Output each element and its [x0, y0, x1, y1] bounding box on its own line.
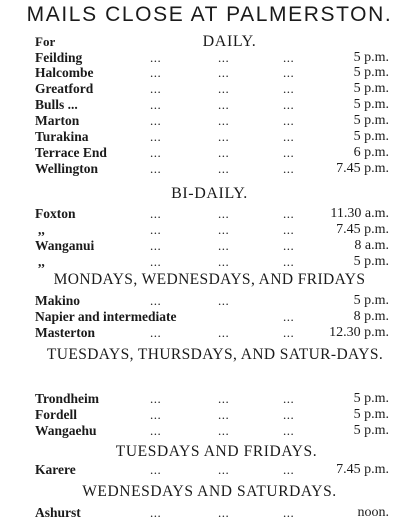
section-heading-ws: WEDNESDAYS AND SATURDAYS. — [82, 483, 337, 500]
close-time: 5 p.m. — [353, 50, 389, 65]
leader-dots: ... — [283, 505, 295, 520]
leader-dots: ... — [283, 254, 295, 269]
leader-dots: ... — [283, 161, 295, 176]
leader-dots: ... — [218, 161, 230, 176]
leader-dots: ... — [283, 65, 295, 80]
close-time: 5 p.m. — [353, 97, 389, 112]
place-name: Wanganui — [35, 238, 95, 253]
leader-dots: ... — [218, 129, 230, 144]
leader-dots: ... — [283, 325, 295, 340]
leader-dots: ... — [150, 81, 162, 96]
close-time: 5 p.m. — [353, 407, 389, 422]
leader-dots: ... — [283, 129, 295, 144]
place-name: Trondheim — [35, 391, 100, 406]
table-row — [0, 81, 419, 96]
leader-dots: ... — [283, 97, 295, 112]
leader-dots: ... — [150, 145, 162, 160]
close-time: 12.30 p.m. — [329, 325, 389, 340]
ditto-mark: ,, — [38, 222, 45, 237]
place-name: Wellington — [35, 161, 99, 176]
leader-dots: ... — [218, 423, 230, 438]
leader-dots: ... — [218, 505, 230, 520]
place-name: Makino — [35, 293, 81, 308]
close-time: 5 p.m. — [353, 113, 389, 128]
leader-dots: ... — [150, 113, 162, 128]
table-row — [0, 50, 419, 65]
place-name: Karere — [35, 462, 76, 477]
section-heading-tts: TUESDAYS, THURSDAYS, AND SATUR-DAYS. — [46, 346, 384, 363]
leader-dots: ... — [218, 206, 230, 221]
section-heading-daily: DAILY. — [202, 33, 257, 50]
section-heading-mwf: MONDAYS, WEDNESDAYS, AND FRIDAYS — [53, 271, 366, 288]
table-row — [0, 113, 419, 128]
leader-dots: ... — [218, 222, 230, 237]
table-row — [0, 309, 419, 324]
leader-dots: ... — [218, 407, 230, 422]
leader-dots: ... — [218, 50, 230, 65]
close-time: 5 p.m. — [353, 65, 389, 80]
place-name: Terrace End — [35, 145, 107, 160]
section-heading-bi-daily: BI-DAILY. — [171, 185, 248, 202]
leader-dots: ... — [150, 293, 162, 308]
close-time: noon. — [357, 505, 389, 520]
table-row — [0, 145, 419, 160]
leader-dots: ... — [150, 462, 162, 477]
table-row — [0, 65, 419, 80]
leader-dots: ... — [150, 206, 162, 221]
close-time: 6 p.m. — [353, 145, 389, 160]
for-label: For — [35, 34, 56, 49]
leader-dots: ... — [218, 113, 230, 128]
place-name: Marton — [35, 113, 80, 128]
leader-dots: ... — [150, 161, 162, 176]
close-time: 5 p.m. — [353, 391, 389, 406]
place-name: Napier and intermediate — [35, 309, 177, 324]
table-row — [0, 97, 419, 112]
leader-dots: ... — [218, 97, 230, 112]
close-time: 8 a.m. — [354, 238, 389, 253]
place-name: Foxton — [35, 206, 76, 221]
leader-dots: ... — [218, 325, 230, 340]
table-row — [0, 423, 419, 438]
close-time: 7.45 p.m. — [336, 462, 389, 477]
leader-dots: ... — [283, 407, 295, 422]
leader-dots: ... — [150, 505, 162, 520]
table-row — [0, 254, 419, 269]
leader-dots: ... — [283, 50, 295, 65]
table-row — [0, 206, 419, 221]
leader-dots: ... — [150, 129, 162, 144]
leader-dots: ... — [283, 222, 295, 237]
close-time: 5 p.m. — [353, 293, 389, 308]
leader-dots: ... — [218, 293, 230, 308]
leader-dots: ... — [283, 391, 295, 406]
leader-dots: ... — [283, 113, 295, 128]
leader-dots: ... — [283, 309, 295, 324]
leader-dots: ... — [218, 81, 230, 96]
table-row — [0, 222, 419, 237]
close-time: 7.45 p.m. — [336, 161, 389, 176]
close-time: 5 p.m. — [353, 254, 389, 269]
leader-dots: ... — [283, 462, 295, 477]
place-name: Wangaehu — [35, 423, 97, 438]
leader-dots: ... — [218, 462, 230, 477]
leader-dots: ... — [150, 222, 162, 237]
place-name: Greatford — [35, 81, 94, 96]
close-time: 5 p.m. — [353, 423, 389, 438]
leader-dots: ... — [150, 97, 162, 112]
table-row — [0, 391, 419, 406]
leader-dots: ... — [150, 65, 162, 80]
place-name: Fordell — [35, 407, 77, 422]
table-row — [0, 161, 419, 176]
leader-dots: ... — [150, 238, 162, 253]
leader-dots: ... — [150, 423, 162, 438]
leader-dots: ... — [218, 145, 230, 160]
table-row — [0, 325, 419, 340]
ditto-mark: ,, — [38, 254, 45, 269]
table-row — [0, 407, 419, 422]
leader-dots: ... — [150, 325, 162, 340]
table-row — [0, 238, 419, 253]
close-time: 5 p.m. — [353, 129, 389, 144]
leader-dots: ... — [218, 254, 230, 269]
place-name: Bulls ... — [35, 97, 78, 112]
table-row — [0, 129, 419, 144]
table-row — [0, 505, 419, 520]
leader-dots: ... — [150, 391, 162, 406]
leader-dots: ... — [150, 407, 162, 422]
section-heading-tf: TUESDAYS AND FRIDAYS. — [115, 443, 318, 460]
close-time: 7.45 p.m. — [336, 222, 389, 237]
place-name: Feilding — [35, 50, 83, 65]
leader-dots: ... — [283, 145, 295, 160]
leader-dots: ... — [150, 50, 162, 65]
leader-dots: ... — [283, 423, 295, 438]
leader-dots: ... — [283, 206, 295, 221]
leader-dots: ... — [150, 254, 162, 269]
close-time: 11.30 a.m. — [330, 206, 389, 221]
place-name: Masterton — [35, 325, 95, 340]
place-name: Halcombe — [35, 65, 94, 80]
leader-dots: ... — [283, 81, 295, 96]
table-row — [0, 293, 419, 308]
leader-dots: ... — [283, 238, 295, 253]
place-name: Ashurst — [35, 505, 81, 520]
place-name: Turakina — [35, 129, 89, 144]
close-time: 8 p.m. — [353, 309, 389, 324]
leader-dots: ... — [218, 391, 230, 406]
table-row — [0, 462, 419, 477]
close-time: 5 p.m. — [353, 81, 389, 96]
leader-dots: ... — [218, 65, 230, 80]
headline: MAILS CLOSE AT PALMERSTON. — [26, 3, 393, 26]
leader-dots: ... — [218, 238, 230, 253]
